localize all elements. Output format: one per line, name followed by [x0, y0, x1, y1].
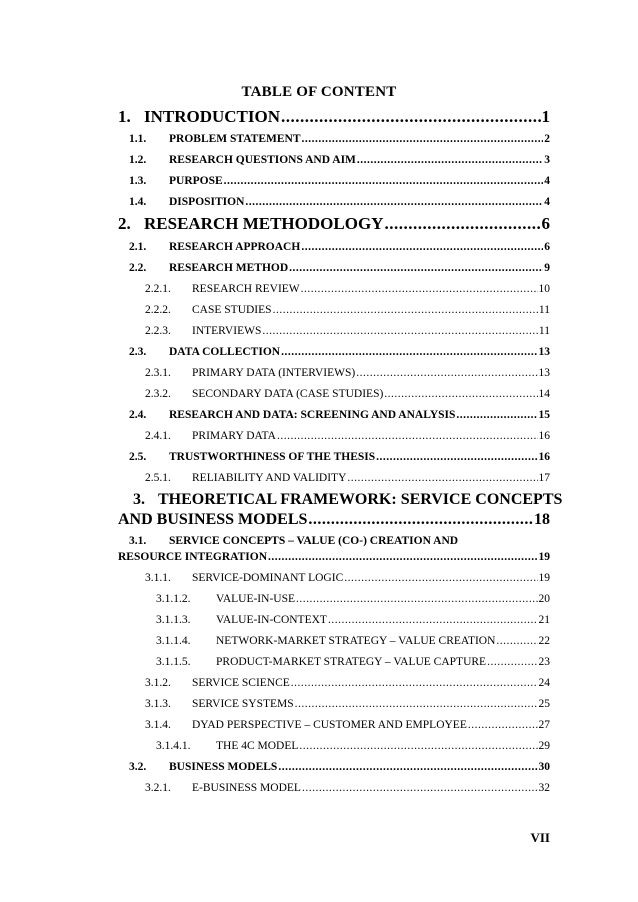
toc-entry-page: 11	[538, 325, 550, 337]
dot-leader	[295, 698, 538, 710]
dot-leader	[273, 304, 538, 316]
toc-entry-page: 13	[538, 346, 550, 358]
toc-entry-text: SERVICE-DOMINANT LOGIC	[192, 572, 344, 584]
toc-entry[interactable]	[156, 656, 550, 668]
toc-entry-page: 16	[538, 430, 550, 442]
toc-entry-page: 25	[538, 698, 550, 710]
toc-entry[interactable]	[156, 593, 550, 605]
toc-entry[interactable]	[129, 241, 550, 253]
toc-entry-page: 4	[544, 175, 550, 187]
toc-entry-number: 2.2.	[129, 262, 147, 274]
toc-entry-page: 17	[538, 472, 550, 484]
toc-entry-text: SECONDARY DATA (CASE STUDIES)	[192, 388, 384, 400]
dot-leader	[299, 740, 537, 752]
toc-entry[interactable]	[129, 409, 550, 421]
toc-entry-number: 2.2.1.	[145, 283, 171, 295]
toc-entry-number: 3.1.1.3.	[156, 614, 191, 626]
toc-entry-text: SERVICE SCIENCE	[192, 677, 290, 689]
toc-entry-number: 1.4.	[129, 196, 147, 208]
toc-entry-text: NETWORK-MARKET STRATEGY – VALUE CREATION	[216, 635, 496, 647]
toc-entry[interactable]	[156, 614, 550, 626]
toc-entry-number: 3.1.4.	[145, 719, 171, 731]
toc-entry-number: 3.1.1.5.	[156, 656, 191, 668]
toc-entry[interactable]	[145, 367, 550, 379]
dot-leader	[245, 196, 543, 208]
toc-entry-text: DATA COLLECTION	[169, 346, 281, 358]
dot-leader	[328, 614, 538, 626]
toc-entry-page: 3	[544, 154, 550, 166]
toc-entry[interactable]	[156, 635, 550, 647]
toc-entry-page: 18	[534, 511, 550, 528]
dot-leader	[281, 107, 540, 127]
toc-entry[interactable]	[129, 196, 550, 208]
dot-leader	[262, 325, 538, 337]
toc-entry-text: RELIABILITY AND VALIDITY	[192, 472, 347, 484]
toc-entry[interactable]	[118, 551, 550, 563]
toc-entry-number: 2.	[118, 214, 131, 233]
toc-entry-text: TRUSTWORTHINESS OF THE THESIS	[169, 451, 376, 463]
toc-entry-number: 1.1.	[129, 133, 147, 145]
toc-entry-page: 29	[538, 740, 550, 752]
dot-leader	[487, 656, 537, 668]
dot-leader	[278, 761, 537, 773]
toc-entry-page: 30	[538, 761, 550, 773]
toc-entry-number: 2.3.1.	[145, 367, 171, 379]
toc-entry-page: 13	[538, 367, 550, 379]
toc-entry-text: BUSINESS MODELS	[169, 761, 278, 773]
toc-entry-number: 2.3.2.	[145, 388, 171, 400]
toc-entry[interactable]	[129, 154, 550, 166]
toc-entry[interactable]	[145, 677, 550, 689]
dot-leader	[456, 409, 537, 421]
toc-entry[interactable]	[145, 325, 550, 337]
dot-leader	[302, 133, 544, 145]
dot-leader	[468, 719, 538, 731]
toc-entry-text: E-BUSINESS MODEL	[192, 782, 301, 794]
dot-leader	[277, 430, 538, 442]
toc-entry-text: SERVICE SYSTEMS	[192, 698, 294, 710]
toc-entry-text: RESEARCH AND DATA: SCREENING AND ANALYSIS	[169, 409, 456, 421]
toc-entry-page: 10	[538, 283, 550, 295]
toc-entry-page: 23	[538, 656, 550, 668]
toc-entry-text: RESEARCH APPROACH	[169, 241, 301, 253]
toc-entry-page: 24	[538, 677, 550, 689]
dot-leader	[376, 451, 537, 463]
toc-entry-number: 3.1.1.4.	[156, 635, 191, 647]
toc-entry-line1[interactable]	[133, 491, 562, 509]
toc-entry-text: PROBLEM STATEMENT	[169, 133, 301, 145]
toc-entry[interactable]	[129, 451, 550, 463]
toc-entry-number: 3.2.	[129, 761, 147, 773]
toc-entry-page: 19	[538, 551, 550, 563]
toc-entry-page: 21	[538, 614, 550, 626]
toc-entry-text: SERVICE CONCEPTS – VALUE (CO-) CREATION AND	[169, 535, 459, 547]
toc-entry[interactable]	[145, 719, 550, 731]
page-number: VII	[530, 830, 550, 845]
toc-entry-text: DISPOSITION	[169, 196, 245, 208]
toc-entry-text: DYAD PERSPECTIVE – CUSTOMER AND EMPLOYEE	[192, 719, 467, 731]
toc-entry-page: 6	[544, 241, 550, 253]
toc-entry[interactable]	[118, 214, 550, 234]
toc-entry-number: 3.1.4.1.	[156, 740, 191, 752]
toc-entry-number: 2.3.	[129, 346, 147, 358]
toc-entry[interactable]	[145, 472, 550, 484]
dot-leader	[384, 388, 537, 400]
toc-entry-page: 1	[541, 107, 550, 126]
dot-leader	[384, 214, 540, 234]
dot-leader	[224, 175, 544, 187]
toc-entry-text: RESEARCH METHODOLOGY	[144, 214, 384, 233]
toc-entry-number: 2.4.1.	[145, 430, 171, 442]
toc-entry-text: AND BUSINESS MODELS	[118, 511, 308, 528]
toc-entry[interactable]	[145, 304, 550, 316]
toc-entry-number: 1.3.	[129, 175, 147, 187]
toc-entry[interactable]	[145, 698, 550, 710]
toc-entry[interactable]	[145, 388, 550, 400]
toc-entry-page: 15	[538, 409, 550, 421]
toc-entry[interactable]	[145, 283, 550, 295]
toc-entry-number: 3.1.3.	[145, 698, 171, 710]
toc-entry-text: PURPOSE	[169, 175, 223, 187]
toc-entry-page: 2	[544, 133, 550, 145]
toc-entry-text: PRODUCT-MARKET STRATEGY – VALUE CAPTURE	[216, 656, 487, 668]
toc-entry-text: CASE STUDIES	[192, 304, 272, 316]
toc-entry-number: 1.	[118, 107, 131, 126]
toc-entry-text: RESEARCH REVIEW	[192, 283, 300, 295]
toc-entry-text: RESEARCH METHOD	[169, 262, 289, 274]
dot-leader	[347, 472, 537, 484]
toc-entry-number: 3.1.	[129, 535, 147, 547]
toc-entry[interactable]	[129, 262, 550, 274]
toc-entry-page: 19	[538, 572, 550, 584]
toc-entry-page: 14	[538, 388, 550, 400]
toc-entry-number: 2.2.2.	[145, 304, 171, 316]
toc-entry[interactable]	[129, 346, 550, 358]
toc-entry[interactable]	[156, 740, 550, 752]
dot-leader	[344, 572, 537, 584]
toc-entry[interactable]	[145, 782, 550, 794]
dot-leader	[301, 283, 538, 295]
toc-entry-text: PRIMARY DATA (INTERVIEWS)	[192, 367, 356, 379]
dot-leader	[357, 154, 543, 166]
dot-leader	[301, 241, 543, 253]
dot-leader	[308, 511, 533, 529]
toc-entry[interactable]	[145, 572, 550, 584]
toc-entry-line1[interactable]	[129, 535, 458, 547]
toc-entry[interactable]	[129, 761, 550, 773]
toc-entry[interactable]	[118, 107, 550, 127]
toc-entry-text: RESOURCE INTEGRATION	[118, 551, 267, 563]
toc-entry-text: THE 4C MODEL	[216, 740, 299, 752]
toc-entry-page: 32	[538, 782, 550, 794]
toc-entry-page: 20	[538, 593, 550, 605]
toc-entry[interactable]	[118, 511, 550, 529]
toc-entry-number: 2.1.	[129, 241, 147, 253]
toc-entry-number: 3.2.1.	[145, 782, 171, 794]
toc-entry-number: 2.2.3.	[145, 325, 171, 337]
toc-entry-page: 27	[538, 719, 550, 731]
toc-entry-page: 9	[544, 262, 550, 274]
toc-entry-number: 2.5.	[129, 451, 147, 463]
toc-entry-text: PRIMARY DATA	[192, 430, 276, 442]
toc-entry-page: 22	[538, 635, 550, 647]
toc-entry-text: RESEARCH QUESTIONS AND AIM	[169, 154, 356, 166]
toc-entry-page: 11	[538, 304, 550, 316]
toc-entry-number: 3.1.2.	[145, 677, 171, 689]
dot-leader	[302, 782, 538, 794]
toc-entry-text: VALUE-IN-USE	[216, 593, 296, 605]
toc-title: TABLE OF CONTENT	[241, 84, 397, 100]
dot-leader	[291, 677, 538, 689]
toc-entry-number: 1.2.	[129, 154, 147, 166]
toc-entry-page: 4	[544, 196, 550, 208]
toc-entry-text: THEORETICAL FRAMEWORK: SERVICE CONCEPTS	[158, 491, 563, 508]
dot-leader	[496, 635, 537, 647]
dot-leader	[268, 551, 538, 563]
toc-entry-number: 2.5.1.	[145, 472, 171, 484]
toc-entry[interactable]	[129, 175, 550, 187]
toc-entry-text: INTRODUCTION	[144, 107, 281, 126]
dot-leader	[281, 346, 537, 358]
toc-entry-number: 2.4.	[129, 409, 147, 421]
toc-entry-text: INTERVIEWS	[192, 325, 262, 337]
toc-entry[interactable]	[145, 430, 550, 442]
toc-entry-page: 16	[538, 451, 550, 463]
dot-leader	[289, 262, 543, 274]
toc-entry-number: 3.1.1.2.	[156, 593, 191, 605]
dot-leader	[296, 593, 537, 605]
toc-entry-page: 6	[541, 214, 550, 233]
toc-entry-number: 3.	[133, 491, 145, 508]
toc-entry-number: 3.1.1.	[145, 572, 171, 584]
dot-leader	[356, 367, 537, 379]
toc-entry-text: VALUE-IN-CONTEXT	[216, 614, 327, 626]
toc-entry[interactable]	[129, 133, 550, 145]
